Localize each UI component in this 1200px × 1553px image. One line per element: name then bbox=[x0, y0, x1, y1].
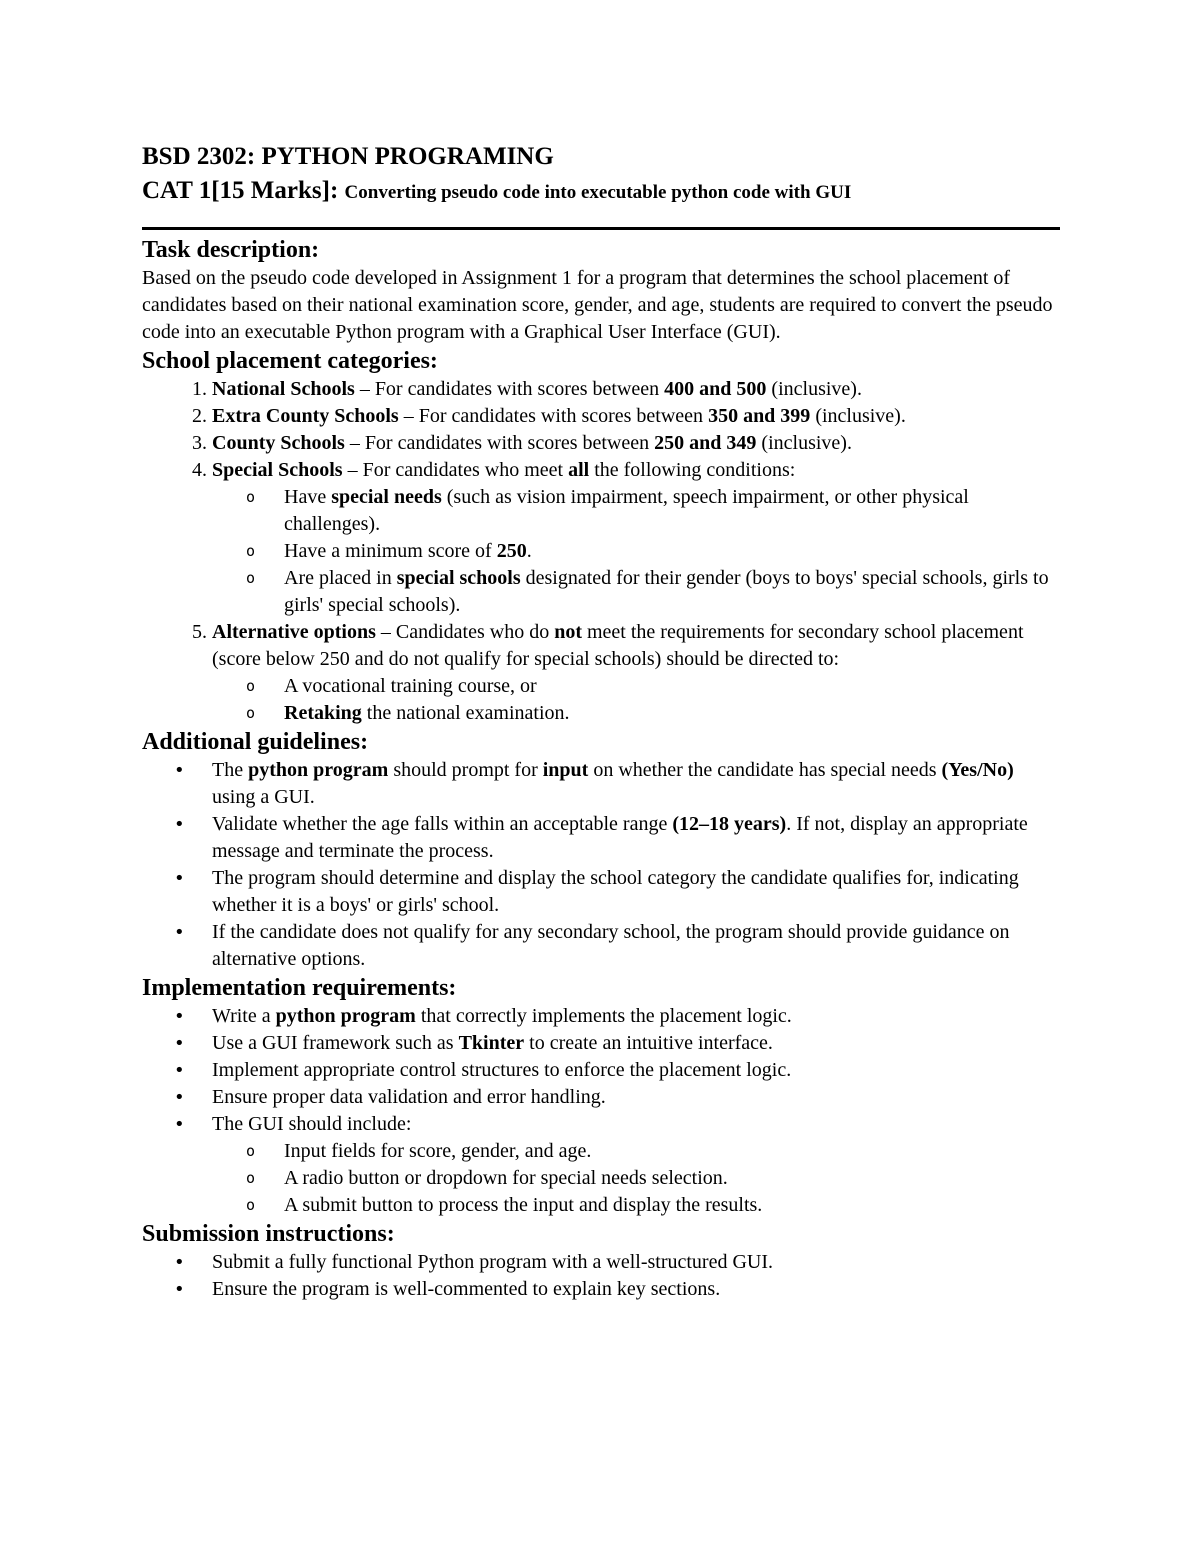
category-name: Extra County Schools bbox=[212, 405, 399, 427]
gui-requirement: o Input fields for score, gender, and age. bbox=[284, 1138, 1060, 1165]
guideline-text: on whether the candidate has special needs bbox=[588, 759, 942, 781]
subtitle-description: Converting pseudo code into executable python code with GUI bbox=[344, 182, 852, 203]
gui-requirements-list bbox=[212, 1138, 1060, 1219]
requirement-item: • Implement appropriate control structures to enforce the placement logic. bbox=[212, 1057, 1060, 1084]
requirement-item bbox=[212, 1111, 1060, 1219]
category-extra-county bbox=[212, 403, 1060, 430]
submission-list bbox=[142, 1249, 1060, 1303]
condition-text: Have bbox=[284, 486, 332, 508]
guideline-item: • The program should determine and display the school category the candidate qualifies for, indicating whether it is a boys' or girls' school. bbox=[212, 865, 1060, 919]
task-heading: Task description: bbox=[142, 237, 320, 263]
guidelines-list bbox=[142, 757, 1060, 973]
option-text: the national examination. bbox=[361, 702, 570, 724]
alternative-option bbox=[284, 700, 1060, 727]
categories-list bbox=[142, 376, 1060, 727]
condition-text: designated for their gender (boys to boys' special schools, girls to girls' special schools). bbox=[284, 567, 1049, 616]
category-tail: (inclusive). bbox=[766, 378, 862, 400]
requirement-emphasis: Tkinter bbox=[458, 1032, 525, 1054]
category-name: Special Schools bbox=[212, 459, 343, 481]
document-content bbox=[142, 140, 1060, 1303]
special-condition bbox=[284, 565, 1060, 619]
requirement-item bbox=[212, 1003, 1060, 1030]
requirement-text: Use a GUI framework such as bbox=[212, 1032, 459, 1054]
condition-emphasis: special schools bbox=[396, 567, 521, 589]
category-alternative bbox=[212, 619, 1060, 727]
guideline-emphasis: (Yes/No) bbox=[941, 759, 1014, 781]
guideline-emphasis: (12–18 years) bbox=[672, 813, 787, 835]
requirement-text: to create an intuitive interface. bbox=[524, 1032, 773, 1054]
requirement-item bbox=[212, 1030, 1060, 1057]
guideline-text: Validate whether the age falls within an acceptable range bbox=[212, 813, 673, 835]
gui-requirement: o A radio button or dropdown for special needs selection. bbox=[284, 1165, 1060, 1192]
category-text: meet the requirements for secondary school placement (score below 250 and do not qualify for special schools) should be directed to: bbox=[212, 621, 1024, 670]
condition-text: Are placed in bbox=[284, 567, 397, 589]
category-text: – For candidates with scores between bbox=[354, 378, 665, 400]
condition-text: Have a minimum score of bbox=[284, 540, 497, 562]
guideline-item bbox=[212, 757, 1060, 811]
category-special bbox=[212, 457, 1060, 619]
header-rule bbox=[142, 227, 1060, 230]
gui-requirement: o A submit button to process the input and display the results. bbox=[284, 1192, 1060, 1219]
guideline-item bbox=[212, 811, 1060, 865]
task-body-1: Based on the pseudo code developed in Assignment 1 for a program that determines the school placement of candidates based on their national examination score, gender, and age bbox=[142, 267, 1011, 316]
condition-text: . bbox=[526, 540, 532, 562]
category-national bbox=[212, 376, 1060, 403]
category-range: 250 and 349 bbox=[654, 432, 757, 454]
condition-emphasis: special needs bbox=[331, 486, 442, 508]
category-text: – For candidates with scores between bbox=[398, 405, 709, 427]
requirement-emphasis: python program bbox=[275, 1005, 416, 1027]
guideline-item: • If the candidate does not qualify for any secondary school, the program should provide guidance on alternative options. bbox=[212, 919, 1060, 973]
alternative-option: o A vocational training course, or bbox=[284, 673, 1060, 700]
category-name: Alternative options bbox=[212, 621, 376, 643]
implementation-list bbox=[142, 1003, 1060, 1219]
guideline-text: using a GUI. bbox=[212, 786, 315, 808]
category-text: – For candidates with scores between bbox=[344, 432, 655, 454]
assignment-subtitle bbox=[142, 174, 1060, 210]
category-tail: (inclusive). bbox=[756, 432, 852, 454]
requirement-item: • Ensure proper data validation and error handling. bbox=[212, 1084, 1060, 1111]
category-tail: (inclusive). bbox=[810, 405, 906, 427]
task-paragraph bbox=[142, 265, 1060, 346]
submission-heading: Submission instructions: bbox=[142, 1221, 395, 1247]
special-condition bbox=[284, 484, 1060, 538]
category-text: – Candidates who do bbox=[375, 621, 555, 643]
category-name: County Schools bbox=[212, 432, 345, 454]
categories-heading: School placement categories: bbox=[142, 348, 438, 374]
guideline-text: The bbox=[212, 759, 249, 781]
guideline-text: should prompt for bbox=[388, 759, 543, 781]
submission-item: • Submit a fully functional Python program with a well-structured GUI. bbox=[212, 1249, 1060, 1276]
guidelines-heading: Additional guidelines: bbox=[142, 729, 369, 755]
requirement-text: that correctly implements the placement logic. bbox=[415, 1005, 792, 1027]
category-emphasis: all bbox=[568, 459, 590, 481]
condition-text: (such as vision impairment, speech impairment, or other physical challenges). bbox=[284, 486, 969, 535]
option-emphasis: Retaking bbox=[284, 702, 362, 724]
guideline-text: . If not, display an appropriate message and terminate the process. bbox=[212, 813, 1028, 862]
category-text: – For candidates who meet bbox=[342, 459, 569, 481]
condition-emphasis: 250 bbox=[496, 540, 527, 562]
task-body-2: , students are required to convert the pseudo code into an executable Python program with a Graphical User Interface (GUI). bbox=[142, 294, 1053, 343]
requirement-text: Write a bbox=[212, 1005, 276, 1027]
special-conditions-list bbox=[212, 484, 1060, 619]
category-range: 400 and 500 bbox=[664, 378, 767, 400]
category-range: 350 and 399 bbox=[708, 405, 811, 427]
guideline-emphasis: python program bbox=[248, 759, 389, 781]
requirement-text: The GUI should include: bbox=[212, 1113, 412, 1135]
submission-item: • Ensure the program is well-commented to explain key sections. bbox=[212, 1276, 1060, 1303]
implementation-heading: Implementation requirements: bbox=[142, 975, 457, 1001]
category-county bbox=[212, 430, 1060, 457]
category-text: the following conditions: bbox=[589, 459, 796, 481]
alternative-options-list bbox=[212, 673, 1060, 727]
subtitle-lead: CAT 1[15 Marks]: bbox=[142, 177, 339, 204]
guideline-emphasis: input bbox=[542, 759, 589, 781]
category-emphasis: not bbox=[554, 621, 582, 643]
course-title: BSD 2302: PYTHON PROGRAMING bbox=[142, 143, 554, 170]
special-condition bbox=[284, 538, 1060, 565]
category-name: National Schools bbox=[212, 378, 355, 400]
